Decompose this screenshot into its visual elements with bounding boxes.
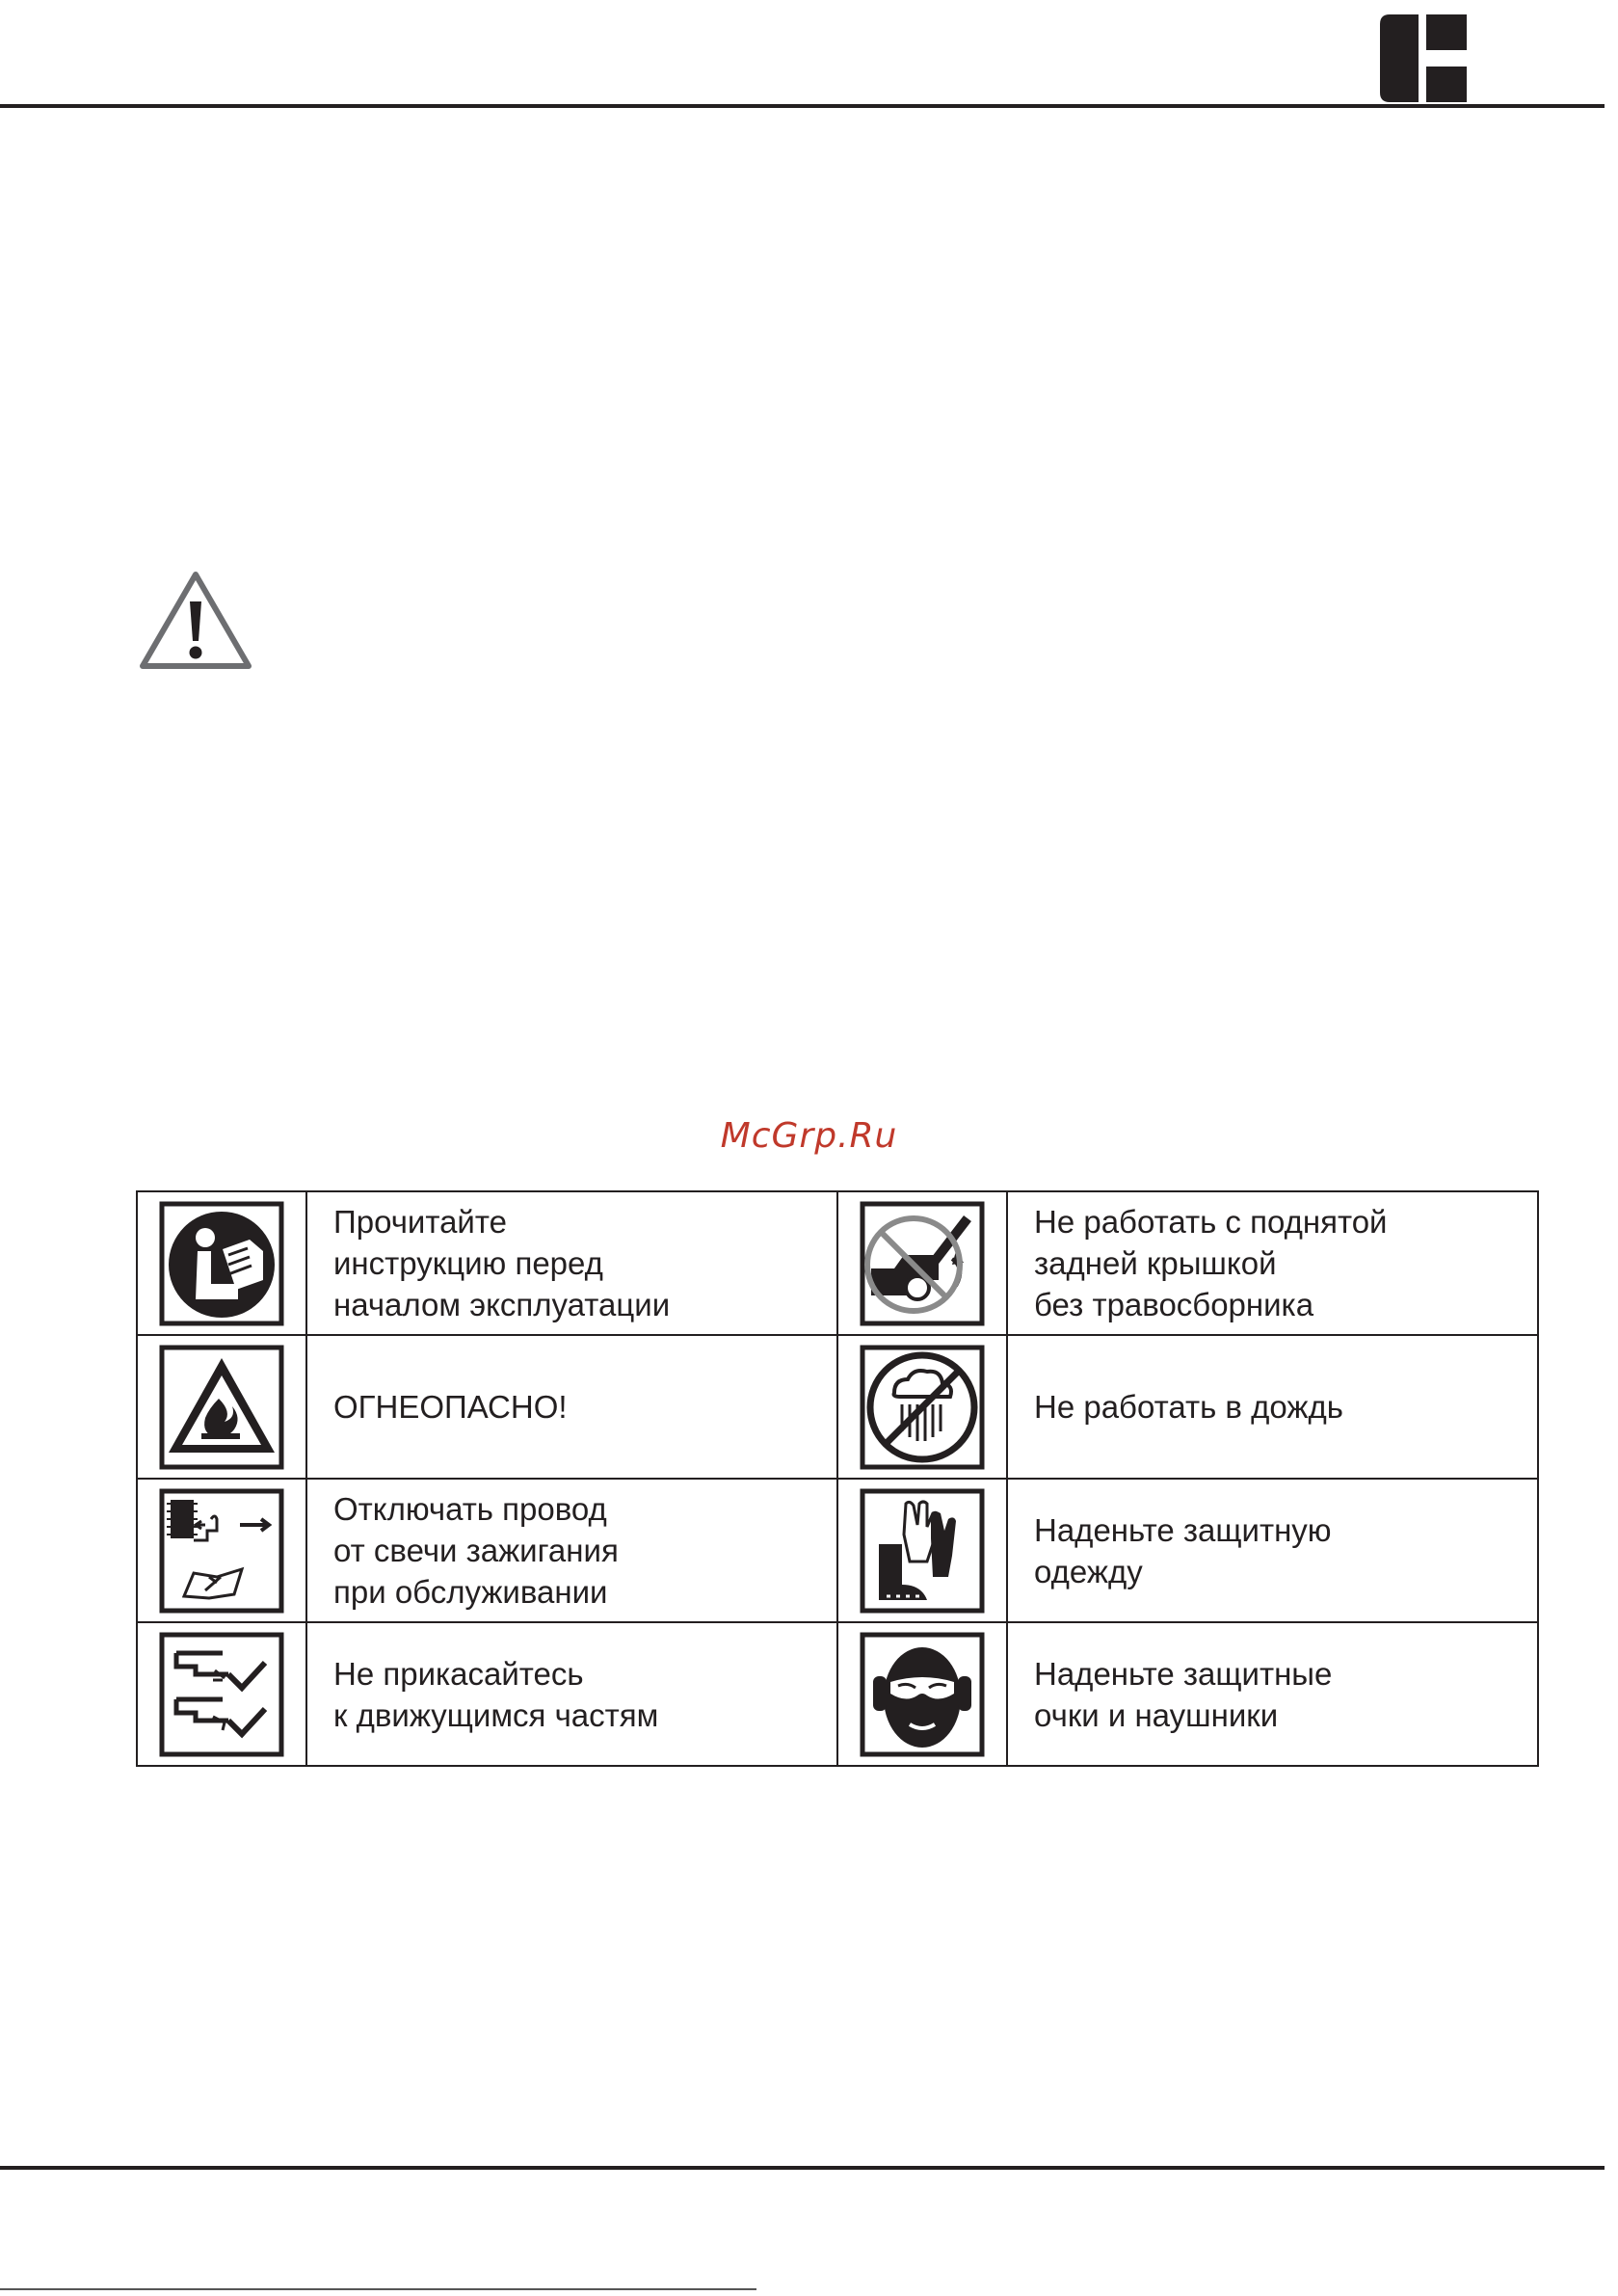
page-edge-line [0,2288,756,2290]
text-cell [1007,1622,1538,1766]
safety-text: Прочитайте инструкцию перед началом эксплуатации [333,1204,671,1322]
footer-rule [0,2166,1605,2170]
text-cell [1007,1479,1538,1622]
icon-cell [837,1479,1007,1622]
safety-text: ОГНЕОПАСНО! [333,1389,568,1425]
protective-clothing-icon [860,1488,985,1614]
table-row [137,1335,1538,1479]
safety-text: Наденьте защитную одежду [1034,1511,1332,1589]
no-raised-cover-icon [860,1201,985,1326]
moving-parts-icon [159,1632,284,1757]
brand-logo-icon [1380,14,1467,102]
safety-text: Не прикасайтесь к движущимся частям [333,1655,659,1733]
safety-text: Отключать провод от свечи зажигания при обслуживании [333,1491,619,1610]
icon-cell [837,1191,1007,1335]
text-cell [1007,1191,1538,1335]
safety-text: Наденьте защитные очки и наушники [1034,1655,1333,1733]
watermark: McGrp.Ru [720,1116,898,1156]
disconnect-spark-plug-icon [159,1488,284,1614]
safety-text: Не работать с поднятой задней крышкой без травосборника [1034,1204,1388,1322]
table-row [137,1479,1538,1622]
text-cell [306,1622,837,1766]
icon-cell [837,1335,1007,1479]
icon-cell [837,1622,1007,1766]
text-cell [1007,1335,1538,1479]
header-rule [0,104,1605,108]
flammable-icon [159,1345,284,1470]
icon-cell [137,1479,306,1622]
no-rain-icon [860,1345,985,1470]
warning-triangle-icon [137,569,254,673]
icon-cell [137,1335,306,1479]
icon-cell [137,1191,306,1335]
text-cell [306,1191,837,1335]
text-cell [306,1479,837,1622]
table-row [137,1191,1538,1335]
goggles-earmuffs-icon [860,1632,985,1757]
text-cell [306,1335,837,1479]
safety-text: Не работать в дождь [1034,1389,1343,1425]
table-row [137,1622,1538,1766]
safety-symbols-table [136,1190,1539,1767]
read-manual-icon [159,1201,284,1326]
icon-cell [137,1622,306,1766]
